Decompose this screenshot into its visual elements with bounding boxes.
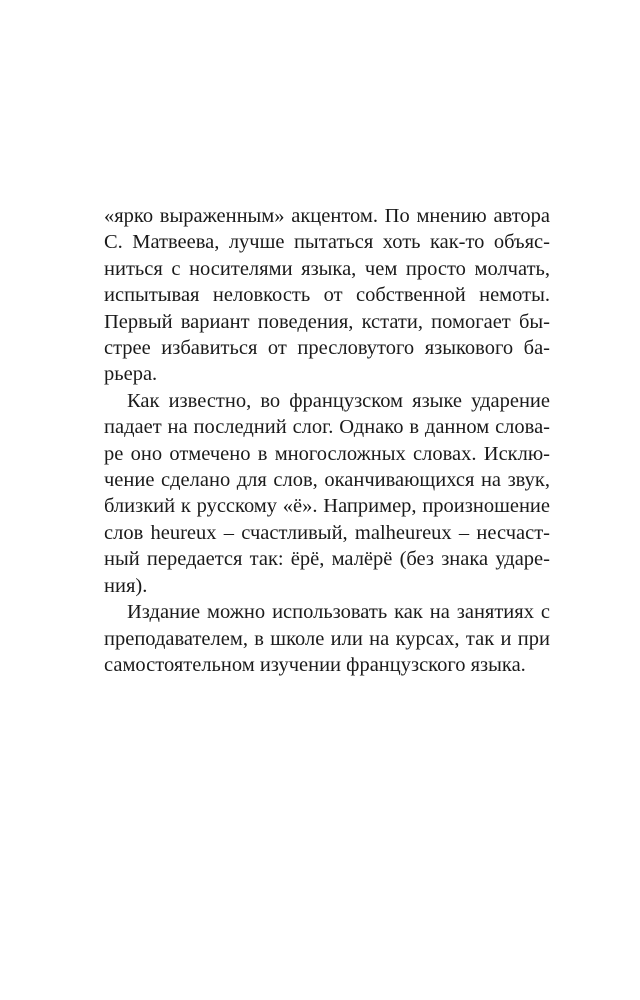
text-line: «ярко выраженным» акцентом. По мнению автора <box>104 205 550 227</box>
text-line: падает на последний слог. Однако в данном слова- <box>104 416 550 439</box>
text-line: близкий к русскому «ё». Например, произношение <box>104 495 550 518</box>
text-line: ный передается так: ёрё, малёрё (без знака ударе- <box>104 548 550 571</box>
text-line: ния). <box>104 574 148 597</box>
text-line: Первый вариант поведения, кстати, помогает бы- <box>104 310 550 333</box>
text-line: Как известно, во французском языке ударение <box>127 389 550 412</box>
paragraph-1 <box>104 203 550 388</box>
text-line: самостоятельном изучении французского языка. <box>104 653 526 676</box>
text-line: рьера. <box>104 363 158 386</box>
text-line: слов heureux – счастливый, malheureux – несчаст- <box>104 521 550 544</box>
text-line: испытывая неловкость от собственной немоты. <box>104 284 550 307</box>
text-line: преподавателем, в школе или на курсах, так и при <box>104 627 550 650</box>
paragraph-3 <box>104 599 550 678</box>
text-line: чение сделано для слов, оканчивающихся на звук, <box>104 469 550 492</box>
text-line: ниться с носителями языка, чем просто молчать, <box>104 257 550 280</box>
body-text <box>104 203 550 678</box>
text-line: С. Матвеева, лучше пытаться хоть как-то объяс- <box>104 231 550 254</box>
text-line: стрее избавиться от пресловутого языкового ба- <box>104 337 550 360</box>
text-line: ре оно отмечено в многосложных словах. Исклю- <box>104 442 550 465</box>
text-line: Издание можно использовать как на занятиях с <box>127 601 550 624</box>
paragraph-2 <box>104 388 550 599</box>
